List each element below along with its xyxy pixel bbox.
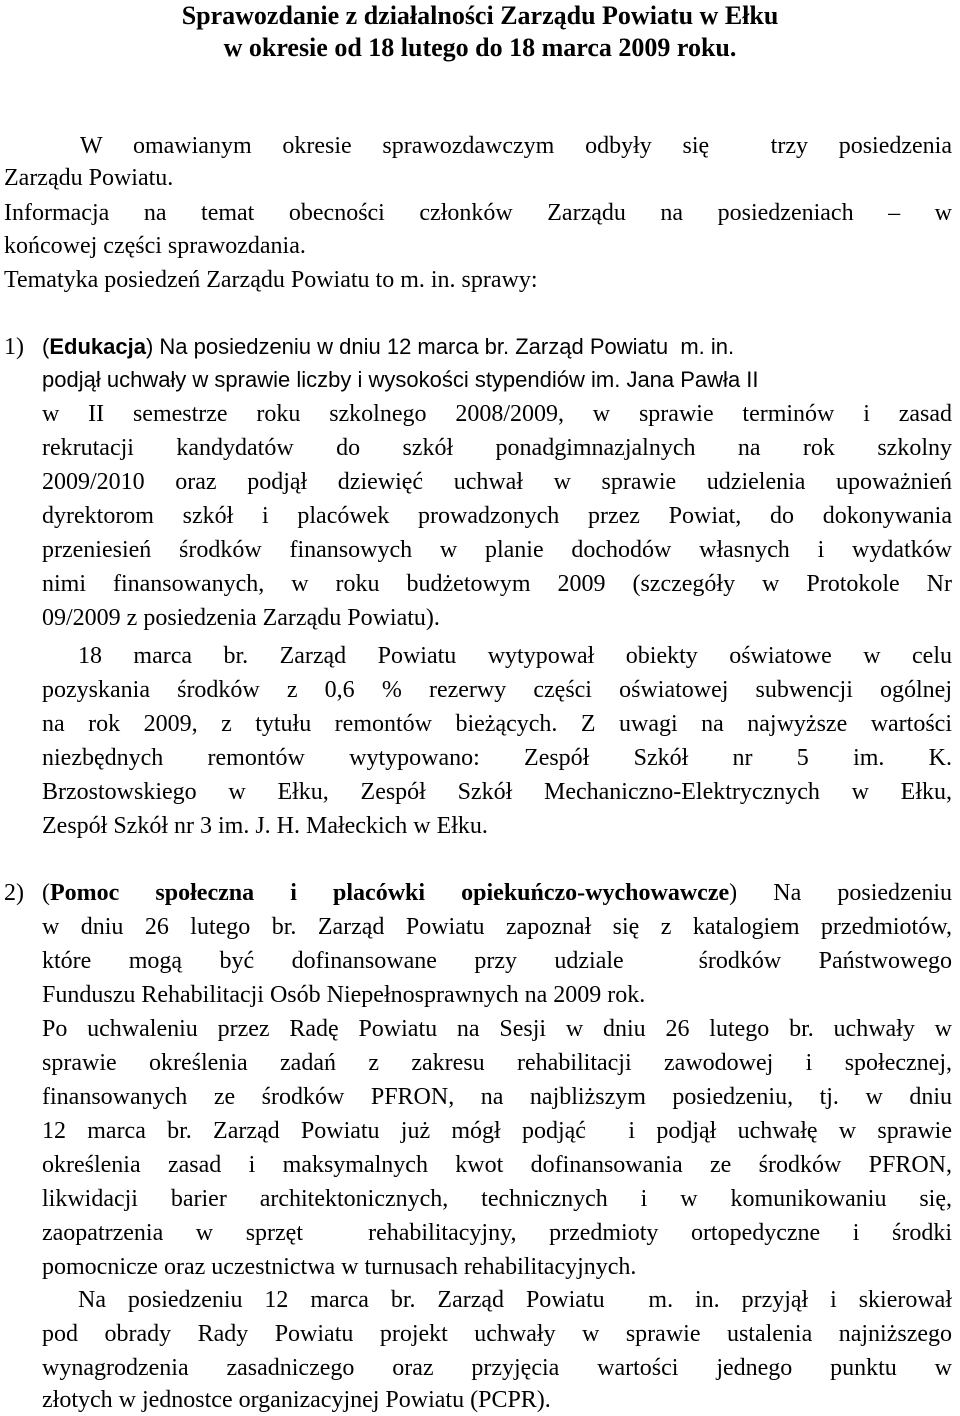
section2-line: finansowanych ze środków PFRON, na najbliższym posiedzeniu, tj. w dniu	[42, 1084, 952, 1110]
section2-line: sprawie określenia zadań z zakresu rehabilitacji zawodowej i społecznej,	[42, 1050, 952, 1076]
section1-line: 18 marca br. Zarząd Powiatu wytypował obiekty oświatowe w celu	[78, 643, 952, 669]
section2-line: złotych w jednostce organizacyjnej Powiatu (PCPR).	[42, 1387, 551, 1413]
section1-line: Zespół Szkół nr 3 im. J. H. Małeckich w Ełku.	[42, 813, 488, 839]
section2-line: pomocnicze oraz uczestnictwa w turnusach rehabilitacyjnych.	[42, 1254, 637, 1280]
intro-line: końcowej części sprawozdania.	[4, 233, 306, 259]
section1-line: nimi finansowanych, w roku budżetowym 2009 (szczegóły w Protokole Nr	[42, 571, 952, 597]
intro-line: Zarządu Powiatu.	[4, 165, 174, 191]
section1-line: w II semestrze roku szkolnego 2008/2009, w sprawie terminów i zasad	[42, 401, 952, 427]
section1-line: przeniesień środków finansowych w planie dochodów własnych i wydatków	[42, 537, 952, 563]
section2-number: 2)	[4, 880, 24, 906]
section1-heading-line	[42, 331, 734, 363]
document-title-line-2: w okresie od 18 lutego do 18 marca 2009 roku.	[223, 33, 737, 62]
section1-line: pozyskania środków z 0,6 % rezerwy części oświatowej subwencji ogólnej	[42, 677, 952, 703]
document-title-line-1: Sprawozdanie z działalności Zarządu Powiatu w Ełku	[181, 1, 779, 30]
section2-line: Na posiedzeniu 12 marca br. Zarząd Powiatu m. in. przyjął i skierował	[78, 1287, 952, 1313]
section1-heading: Edukacja	[49, 334, 146, 359]
section2-line: Funduszu Rehabilitacji Osób Niepełnosprawnych na 2009 rok.	[42, 982, 646, 1008]
section1-open-paren: (	[42, 334, 50, 359]
section1-line: niezbędnych remontów wytypowano: Zespół Szkół nr 5 im. K.	[42, 745, 952, 771]
section2-line: zaopatrzenia w sprzęt rehabilitacyjny, przedmioty ortopedyczne i środki	[42, 1220, 952, 1246]
section2-line: określenia zasad i maksymalnych kwot dofinansowania ze środków PFRON,	[42, 1152, 952, 1178]
section2-heading-rest: ) Na posiedzeniu	[729, 880, 953, 906]
section2-line: 12 marca br. Zarząd Powiatu już mógł podjąć i podjął uchwałę w sprawie	[42, 1118, 952, 1144]
intro-line: Tematyka posiedzeń Zarządu Powiatu to m. in. sprawy:	[4, 267, 538, 293]
section1-line: Brzostowskiego w Ełku, Zespół Szkół Mechaniczno-Elektrycznych w Ełku,	[42, 779, 952, 805]
section2-line: które mogą być dofinansowane przy udziale środków Państwowego	[42, 948, 952, 974]
section1-heading-rest: ) Na posiedzeniu w dniu 12 marca br. Zarząd Powiatu m. in.	[145, 334, 735, 359]
section2-line: pod obrady Rady Powiatu projekt uchwały w sprawie ustalenia najniższego	[42, 1321, 952, 1347]
section1-line: rekrutacji kandydatów do szkół ponadgimnazjalnych na rok szkolny	[42, 435, 952, 461]
section1-line: na rok 2009, z tytułu remontów bieżących. Z uwagi na najwyższe wartości	[42, 711, 952, 737]
section1-line: 2009/2010 oraz podjął dziewięć uchwał w sprawie udzielenia upoważnień	[42, 469, 952, 495]
intro-line: W omawianym okresie sprawozdawczym odbyły się trzy posiedzenia	[80, 133, 952, 159]
section2-heading-line	[42, 877, 952, 909]
section1-number: 1)	[4, 334, 24, 360]
section1-line: podjął uchwały w sprawie liczby i wysokości stypendiów im. Jana Pawła II	[42, 367, 759, 392]
section2-open-paren: (	[42, 880, 50, 906]
section2-heading: Pomoc społeczna i placówki opiekuńczo-wychowawcze	[50, 880, 730, 906]
section2-line: Po uchwaleniu przez Radę Powiatu na Sesji w dniu 26 lutego br. uchwały w	[42, 1016, 952, 1042]
section2-line: wynagrodzenia zasadniczego oraz przyjęcia wartości jednego punktu w	[42, 1355, 952, 1381]
section2-line: w dniu 26 lutego br. Zarząd Powiatu zapoznał się z katalogiem przedmiotów,	[42, 914, 952, 940]
section1-line: dyrektorom szkół i placówek prowadzonych przez Powiat, do dokonywania	[42, 503, 952, 529]
section2-line: likwidacji barier architektonicznych, technicznych i w komunikowaniu się,	[42, 1186, 952, 1212]
section1-line: 09/2009 z posiedzenia Zarządu Powiatu).	[42, 605, 440, 631]
intro-line: Informacja na temat obecności członków Zarządu na posiedzeniach – w	[4, 200, 952, 226]
